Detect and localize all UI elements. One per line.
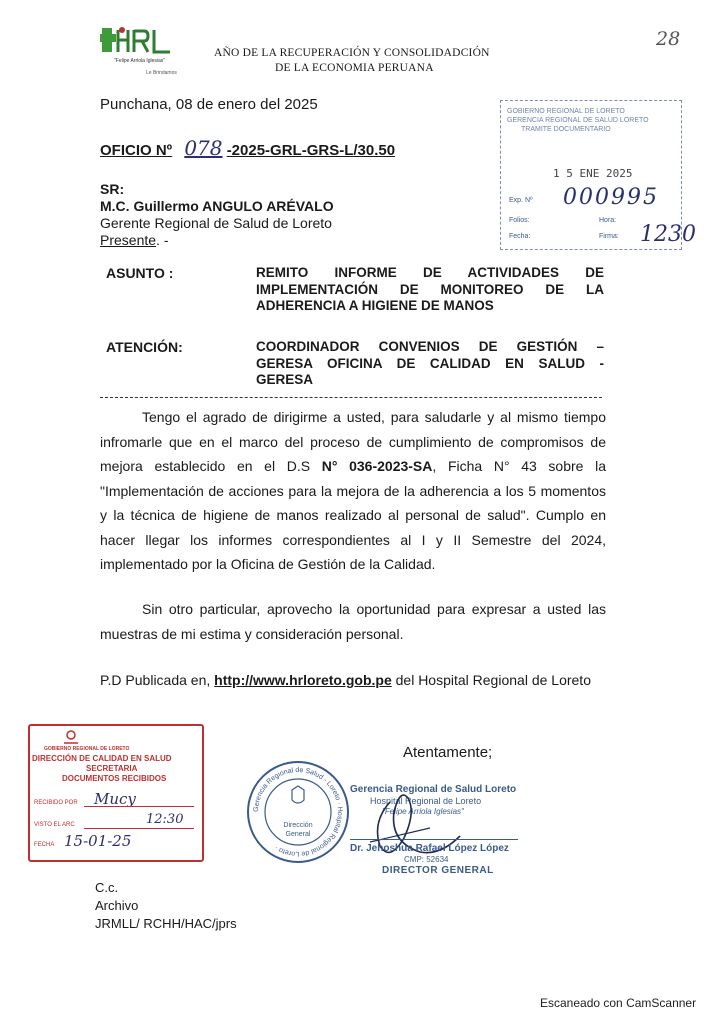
presente-word: Presente	[100, 232, 157, 248]
asunto-line: IMPLEMENTACIÓN DE MONITOREO DE LA	[256, 281, 604, 297]
logo-tagline: Le Brindamos	[146, 70, 177, 76]
body-paragraph-1-text: Tengo el agrado de dirigirme a usted, para saludarle y al mismo tiempo infromarle que en el marco del proceso de cumplimiento de compromisos de mejora establecido en el D.S	[100, 409, 606, 474]
red-stamp-recibido-value: Mucy	[94, 790, 136, 808]
seal-center-line-2: General	[285, 831, 311, 838]
signatory-title: DIRECTOR GENERAL	[382, 865, 494, 876]
official-seal	[246, 760, 350, 864]
oficio-prefix: OFICIO Nº	[100, 142, 173, 159]
atencion-label: ATENCIÓN:	[106, 339, 183, 355]
asunto-line: REMITO INFORME DE ACTIVIDADES DE	[256, 265, 604, 280]
red-stamp-line-2: SECRETARIA	[86, 764, 138, 773]
recipient-position: Gerente Regional de Salud de Loreto	[100, 215, 332, 231]
place-date: Punchana, 08 de enero del 2025	[100, 96, 318, 113]
red-stamp-visto-value: 12:30	[146, 812, 184, 827]
seal-ring-text: Gerencia Regional de Salud - Loreto · Hospital Regional de Loreto ·	[252, 766, 344, 858]
red-stamp-divider	[84, 828, 194, 829]
signature-block-line-2: Hospital Regional de Loreto	[370, 796, 482, 806]
reception-stamp-fecha-label: Fecha:	[509, 233, 531, 240]
hospital-logo-icon	[100, 22, 190, 62]
signatory-name: Dr. Jehoshua Rafael López López	[350, 843, 509, 854]
svg-text:Gerencia Regional de Salud - L	[253, 767, 343, 857]
asunto-line: ADHERENCIA A HIGIENE DE MANOS	[256, 298, 494, 313]
oficio-suffix: -2025-GRL-GRS-L/30.50	[226, 142, 396, 159]
atencion-text	[256, 339, 604, 389]
year-title-line-1: AÑO DE LA RECUPERACIÓN Y CONSOLIDADCIÓN	[214, 47, 490, 59]
red-stamp-fecha-label: FECHA	[34, 842, 55, 848]
reception-stamp-date: 1 5 ENE 2025	[553, 167, 633, 180]
oficio-number	[100, 136, 395, 160]
logo-caption: "Felipe Arriola Iglesias"	[114, 58, 166, 64]
reception-stamp-folios-label: Folios:	[509, 217, 530, 224]
presente-tail: . -	[156, 232, 169, 248]
reception-stamp-exp-number: 000995	[563, 185, 659, 210]
body-paragraph-1-rest: , Ficha N° 43 sobre la "Implementación de acciones para la mejora de la adherencia a los 5 momentos y la técnica de higiene de manos realizado al personal de salud". Cumplo en hacer llegar los informes correspondientes al I y II Semestre del 2024, implementado por la Oficina de Gestión de la Calidad.	[100, 458, 607, 572]
body-paragraph-2: Sin otro particular, aprovecho la oportunidad para expresar a usted las muestras de mi estima y consideración personal.	[100, 601, 606, 642]
year-title-line-2: DE LA ECONOMIA PERUANA	[275, 62, 434, 74]
red-stamp-divider	[84, 806, 194, 807]
atencion-line: GERESA	[256, 372, 314, 387]
red-stamp-visto-label: VISTO EL ARC	[34, 822, 75, 828]
closing-text: Atentamente;	[403, 744, 493, 761]
red-stamp-org: GOBIERNO REGIONAL DE LORETO	[44, 746, 130, 752]
recipient-name: M.C. Guillermo ANGULO ARÉVALO	[100, 198, 334, 214]
asunto-label: ASUNTO :	[106, 265, 174, 281]
handwritten-page-number: 28	[656, 28, 681, 50]
atencion-line: GERESA OFICINA DE CALIDAD EN SALUD -	[256, 355, 604, 371]
signature-block-line-3: "Felipe Arriola Iglesias"	[382, 807, 464, 816]
signature-block-line-1: Gerencia Regional de Salud Loreto	[350, 784, 517, 795]
round-seal-icon	[246, 760, 350, 864]
cc-label: C.c.	[95, 880, 119, 895]
oficio-handwritten-number: 078	[184, 136, 223, 160]
reception-stamp-line-1: GOBIERNO REGIONAL DE LORETO	[507, 108, 625, 115]
reception-stamp-hora-label: Hora:	[599, 217, 617, 224]
asunto-text	[256, 265, 604, 315]
signature-line	[350, 839, 518, 840]
pd-suffix: del Hospital Regional de Loreto	[391, 672, 591, 688]
pd-prefix: P.D Publicada en,	[100, 672, 215, 688]
reception-stamp-firma-label: Firma:	[599, 233, 619, 240]
camscanner-footer: Escaneado con CamScanner	[540, 996, 697, 1010]
signatory-cmp: CMP: 52634	[404, 855, 449, 864]
red-stamp-line-3: DOCUMENTOS RECIBIDOS	[62, 774, 167, 783]
red-stamp-line-1: DIRECCIÓN DE CALIDAD EN SALUD	[32, 754, 172, 763]
body-paragraph-1	[100, 405, 606, 577]
recipient-salutation: SR:	[100, 181, 125, 197]
cc-initials: JRMLL/ RCHH/HAC/jprs	[95, 916, 237, 931]
pd-line	[100, 672, 591, 688]
hospital-website-link[interactable]: http://www.hrloreto.gob.pe	[214, 672, 392, 688]
reception-stamp-exp-label: Exp. Nº	[509, 197, 533, 204]
cc-item: Archivo	[95, 898, 139, 913]
atencion-line: COORDINADOR CONVENIOS DE GESTIÓN –	[256, 339, 604, 354]
red-stamp-recibido-label: RECIBIDO POR	[34, 800, 78, 806]
seal-center-line-1: Dirección	[283, 822, 313, 829]
emblem-icon	[62, 730, 80, 744]
red-reception-stamp	[28, 724, 204, 862]
reception-stamp-line-2: GERENCIA REGIONAL DE SALUD LORETO	[507, 117, 649, 124]
red-stamp-fecha-value: 15-01-25	[64, 832, 132, 850]
separator-line	[100, 397, 602, 398]
recipient-presente	[100, 232, 169, 248]
decree-number: N° 036-2023-SA	[321, 458, 433, 474]
reception-stamp-line-3: TRAMITE DOCUMENTARIO	[521, 126, 611, 133]
reception-handwritten-time: 1230	[640, 222, 696, 247]
hospital-logo	[100, 22, 190, 82]
